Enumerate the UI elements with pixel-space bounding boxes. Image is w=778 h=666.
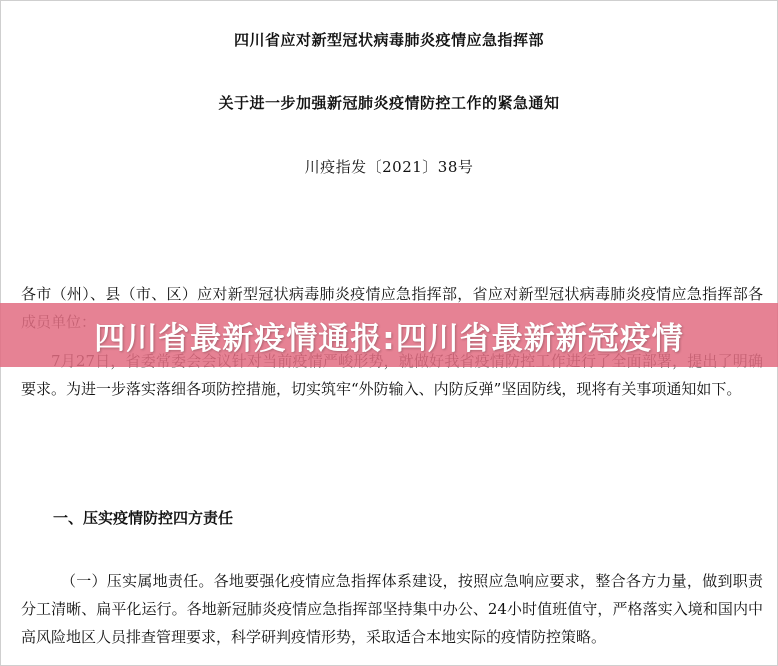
document-number: 川疫指发〔2021〕38号 [304,158,474,176]
notice-title: 关于进一步加强新冠肺炎疫情防控工作的紧急通知 [218,94,560,112]
banner-headline: 四川省最新疫情通报:四川省最新新冠疫情 [94,320,684,357]
headline-banner [0,303,778,367]
section-item-paragraph: （一）压实属地责任。各地要强化疫情应急指挥体系建设，按照应急响应要求，整合各方力量，做到职责分工清晰、扁平化运行。各地新冠肺炎疫情应急指挥部坚持集中办公、24小时值班值守，严格落实入境和国内中高风险地区人员排查管理要求，科学研判疫情形势，采取适合本地实际的疫情防控策略。 [21,572,763,646]
issuer-heading: 四川省应对新型冠状病毒肺炎疫情应急指挥部 [233,31,544,49]
section-heading: 一、压实疫情防控四方责任 [53,509,234,527]
intro-paragraph: 要求。为进一步落实落细各项防控措施，切实筑牢“外防输入、内防反弹”坚固防线，现将有关事项通知如下。 [21,380,742,398]
addressees-paragraph: 各市（州）、县（市、区）应对新型冠状病毒肺炎疫情应急指挥部，省应对新型冠状病毒肺炎疫情应急指挥部各 [21,285,763,303]
